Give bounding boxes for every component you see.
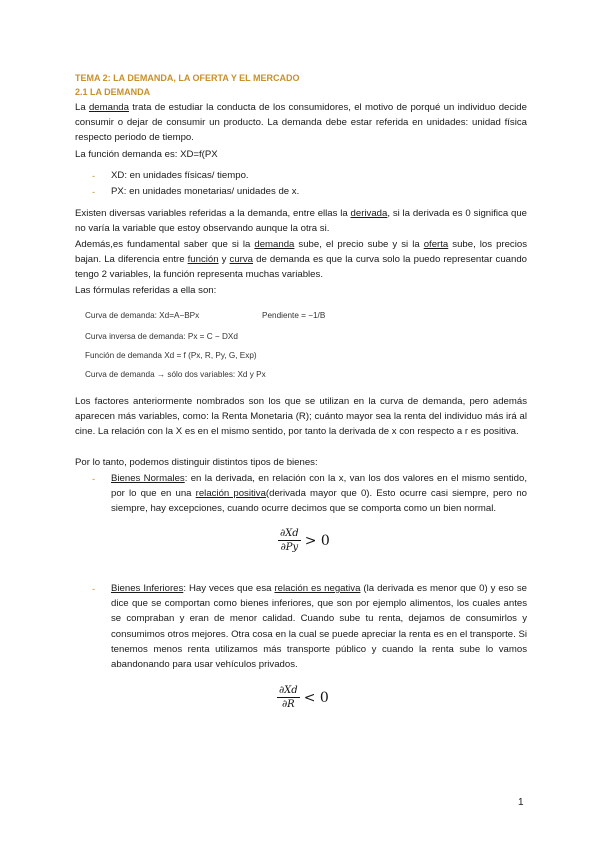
chapter-title: TEMA 2: LA DEMANDA, LA OFERTA Y EL MERCADO <box>75 73 300 83</box>
bullet-dash: - <box>92 584 96 595</box>
bullet-px: PX: en unidades monetarias/ unidades de x. <box>111 186 300 197</box>
page-number: 1 <box>518 797 524 808</box>
term-relacion-positiva: relación positiva <box>195 488 266 500</box>
tipos-bienes-intro: Por lo tanto, podemos distinguir distintos tipos de bienes: <box>75 457 318 468</box>
section-title: 2.1 LA DEMANDA <box>75 87 151 97</box>
term-bienes-inferiores: Bienes Inferiores <box>111 583 184 594</box>
formula-funcion-demanda: Función de demanda Xd = f (Px, R, Py, G, Exp) <box>85 351 257 360</box>
term-bienes-normales: Bienes Normales <box>111 473 185 484</box>
oferta-paragraph: Además,es fundamental saber que si la demanda sube, el precio sube y si la oferta sube, los precios bajan. La diferencia entre función y curva de demanda es que la curva solo la puedo representar cuando tengo 2 variables, la función representa muchas variables. <box>75 239 527 281</box>
formula-pendiente: Pendiente = −1/B <box>262 311 326 320</box>
derivada-paragraph: Existen diversas variables referidas a la demanda, entre ellas la derivada, si la derivada es 0 significa que no varía la variable que estoy observando aunque la otra si. <box>75 208 527 235</box>
formulas-intro: Las fórmulas referidas a ella son: <box>75 285 217 296</box>
bullet-xd: XD: en unidades físicas/ tiempo. <box>111 170 249 181</box>
bienes-inferiores-item: Bienes Inferiores: Hay veces que esa relación es negativa (la derivada es menor que 0) y eso se dice que se comportan como bienes inferiores, que son por ejemplo alimentos, los cuales antes se compraban y eran de menor calidad. Cuando sube tu renta, dejamos de consumirlos y consumimos otros mejores. Otra cosa en la cual se puede apreciar la renta es en el transporte. Si tenemos menos renta utilizamos más transporte público y cuando la renta sube lo vamos abandonando para usar vehículos privados. <box>111 583 527 671</box>
formula-dos-variables: Curva de demanda → sólo dos variables: Xd y Px <box>85 370 266 379</box>
formula-derivada-negativa: $\frac{\partial Xd}{\partial R}$ < 0 <box>279 685 329 710</box>
bienes-normales-item: Bienes Normales: en la derivada, en relación con la x, van los dos valores en el mismo sentido, por lo que en una relación positiva(derivada mayor que 0). Esto ocurre casi siempre, pero no siempre, hay excepciones, cuando ocurre decimos que se comporta como un bien normal. <box>111 473 528 515</box>
intro-paragraph: La demanda trata de estudiar la conducta de los consumidores, el motivo de porqué un individuo decide consumir o dejar de consumir un producto. La demanda debe estar referida en unidades: unidad física respecto periodo de tiempo. <box>75 102 527 144</box>
formula-curva-inversa: Curva inversa de demanda: Px = C − DXd <box>85 332 238 341</box>
term-relacion-negativa: relación es negativa <box>274 583 361 594</box>
formula-curva-demanda: Curva de demanda: Xd=A−BPx <box>85 311 200 320</box>
term-derivada: derivada <box>350 208 388 219</box>
bullet-dash: - <box>92 187 96 198</box>
bullet-dash: - <box>92 474 96 485</box>
term-demanda: demanda <box>88 102 129 113</box>
bullet-dash: - <box>92 171 96 182</box>
demand-function-line: La función demanda es: XD=f(PX <box>75 149 218 160</box>
formula-derivada-positiva: $\frac{\partial Xd}{\partial Py}$ > 0 <box>280 528 330 553</box>
factores-paragraph: Los factores anteriormente nombrados son los que se utilizan en la curva de demanda, pero además aparecen más variables, como: la Renta Monetaria (R); cuánto mayor sea la renta del individuo más irá al cine. La relación con la X es en el mismo sentido, por tanto la derivada de x con respecto a r es positiva. <box>75 396 527 438</box>
